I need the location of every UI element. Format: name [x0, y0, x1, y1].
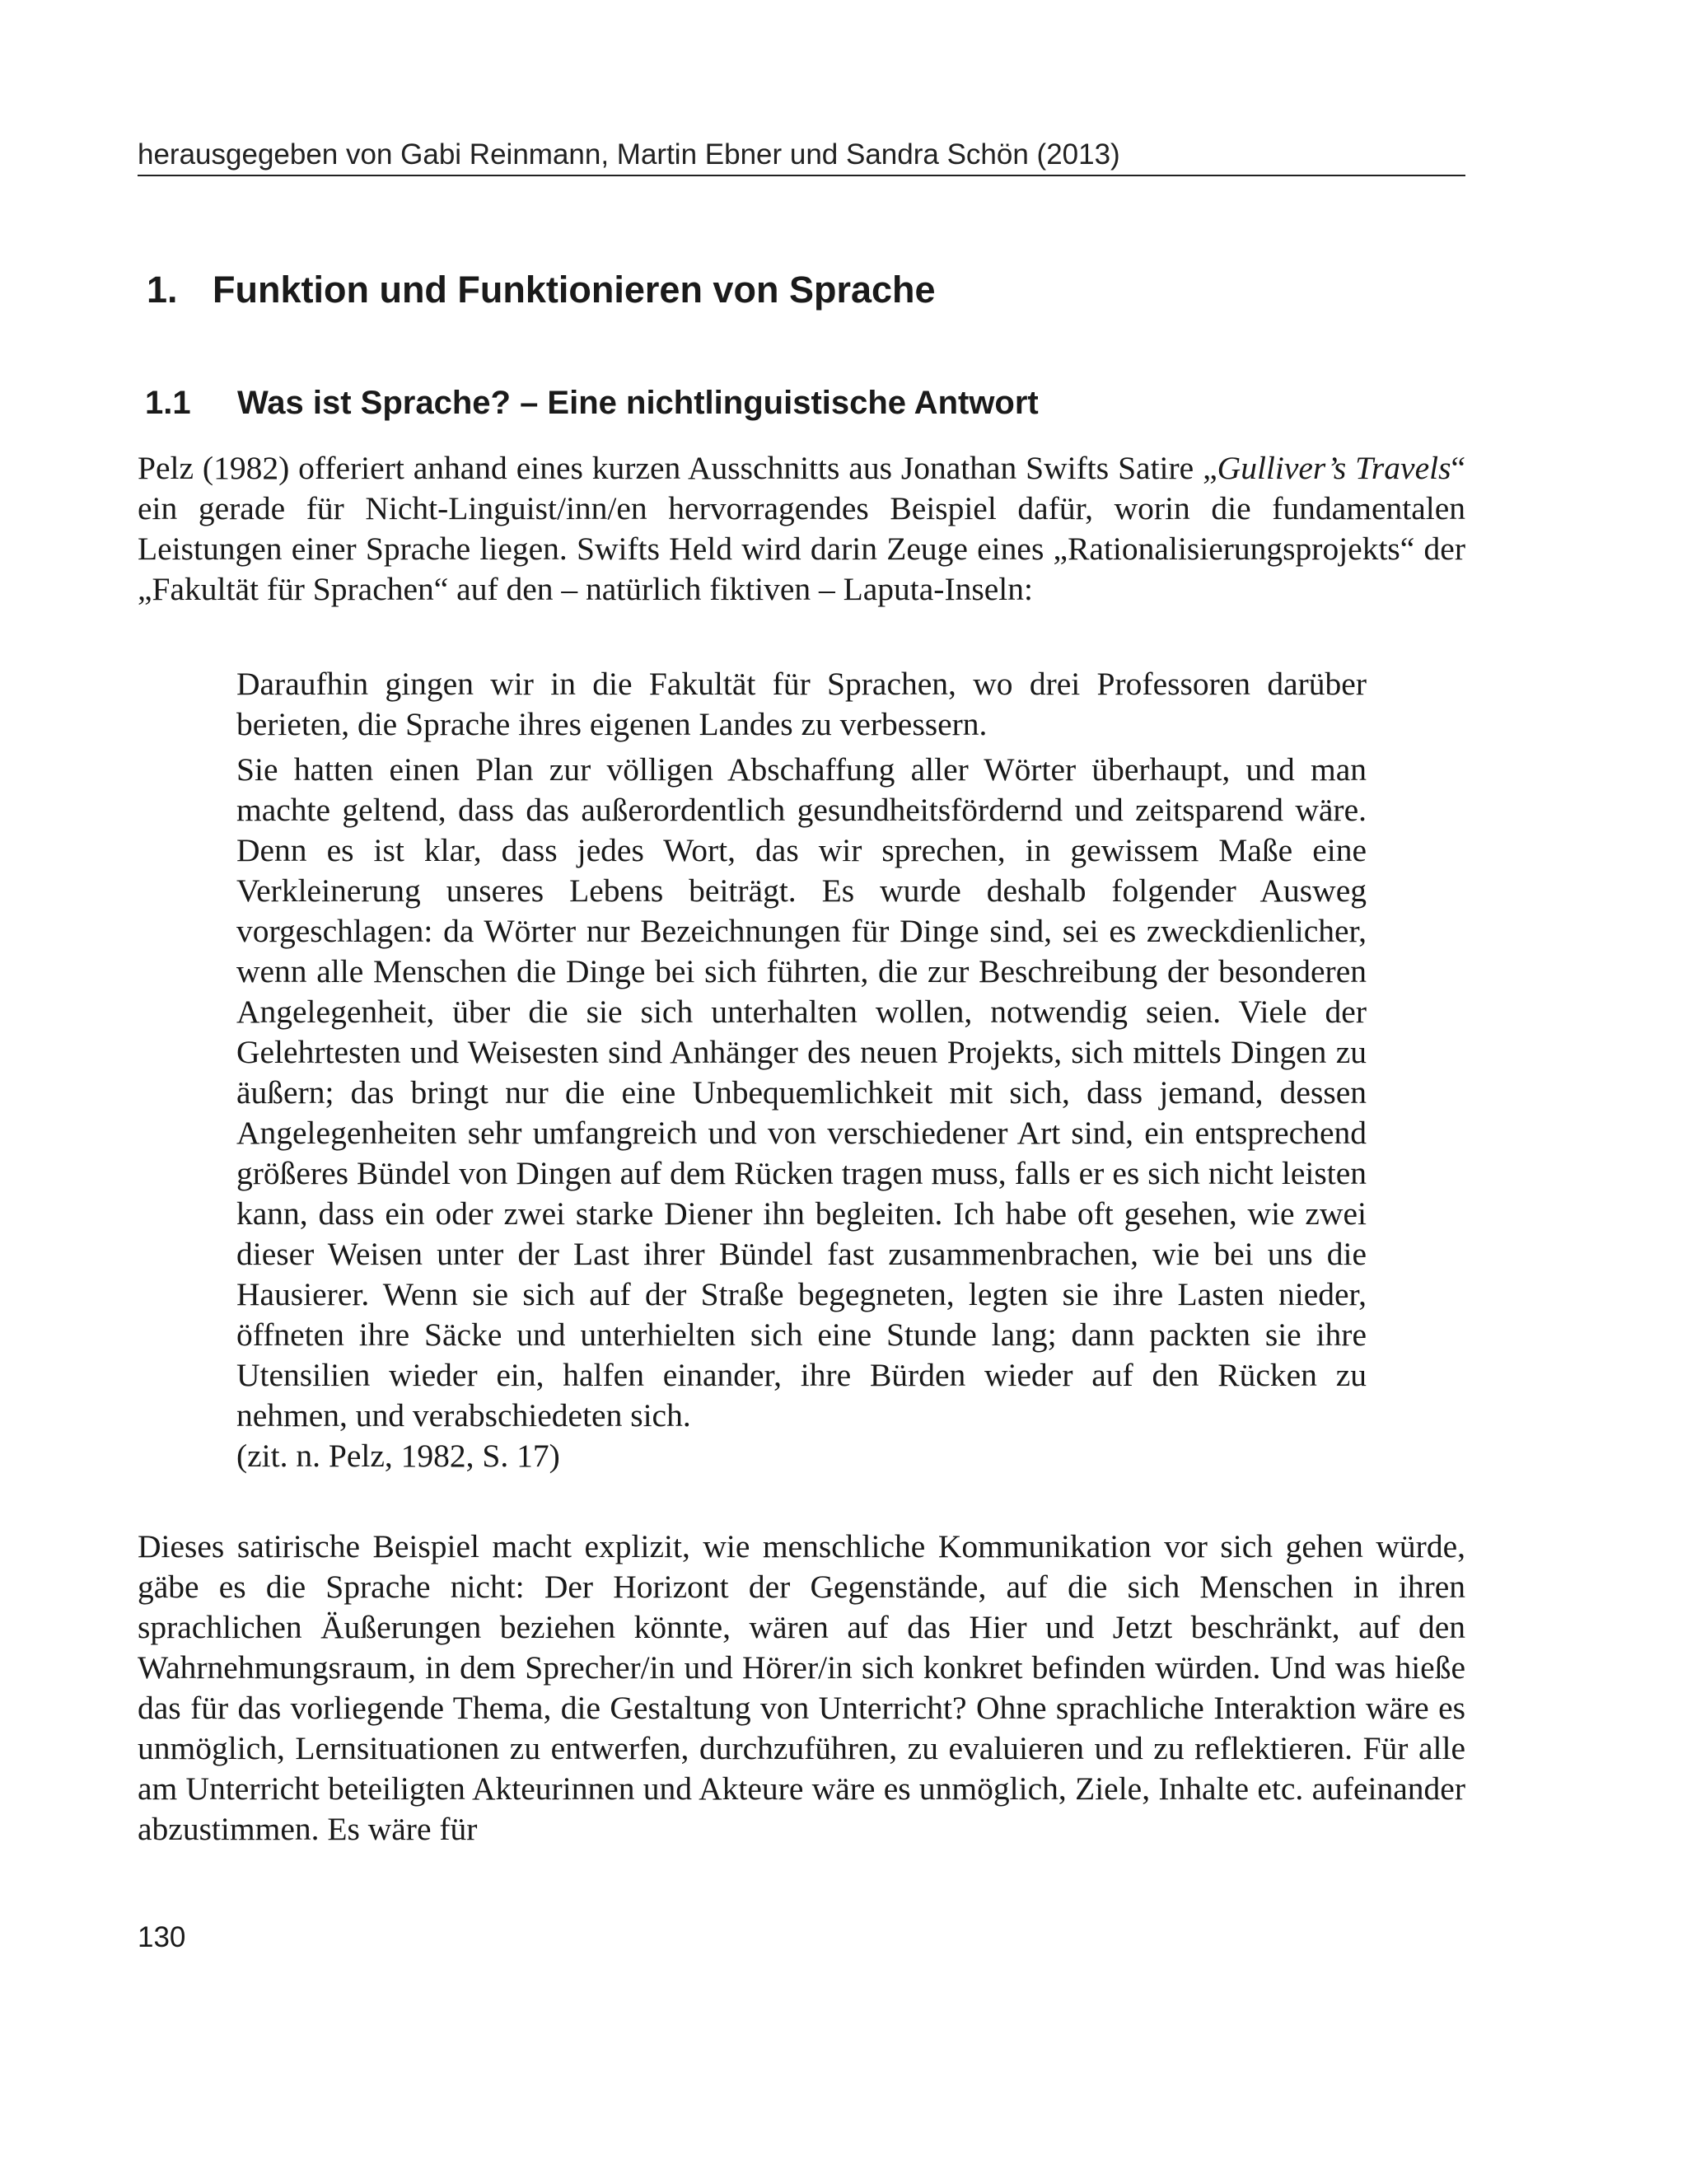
block-quote-paragraph-1: Daraufhin gingen wir in die Fakultät für Sprachen, wo drei Professoren darüber berieten, die Sprache ihres eigenen Landes zu verbessern. [236, 666, 1367, 742]
block-quote-paragraph-2 [236, 750, 1367, 1476]
subsection-number: 1.1 [145, 385, 191, 421]
subsection-heading [145, 381, 1446, 424]
intro-paragraph-part2: “ ein gerade für Nicht-Linguist/inn/en hervorragendes Beispiel dafür, worin die fundamentalen Leistungen einer Sprache liegen. Swifts Held wird darin Zeuge eines „Rationalisierungsprojekts“ der „Fakultät für Sprachen“ auf den – natürlich fiktiven – Laputa-Inseln: [138, 450, 1465, 607]
running-head: herausgegeben von Gabi Reinmann, Martin Ebner und Sandra Schön (2013) [138, 137, 1465, 176]
book-title-italic: Gulliver’s Travels [1217, 450, 1451, 486]
discussion-paragraph: Dieses satirische Beispiel macht explizit, wie menschliche Kommunikation vor sich gehen würde, gäbe es die Sprache nicht: Der Horizont der Gegenstände, auf die sich Menschen in ihren sprachlichen Äußerungen beziehen könnte, wären auf das Hier und Jetzt beschränkt, auf den Wahrnehmungsraum, in dem Sprecher/in und Hörer/in sich konkret befinden würden. Und was hieße das für das vorliegende Thema, die Gestaltung von Unterricht? Ohne sprachliche Interaktion wäre es unmöglich, Lernsituationen zu entwerfen, durchzuführen, zu evaluieren und zu reflektieren. Für alle am Unterricht beteiligten Akteurinnen und Akteure wäre es unmöglich, Ziele, Inhalte etc. aufeinander abzustimmen. Es wäre für [138, 1528, 1465, 1847]
intro-paragraph-part1: Pelz (1982) offeriert anhand eines kurzen Ausschnitts aus Jonathan Swifts Satire „ [138, 450, 1217, 486]
section-title: Funktion und Funktionieren von Sprache [213, 269, 936, 311]
section-number: 1. [147, 269, 178, 311]
intro-paragraph [138, 448, 1465, 610]
subsection-title: Was ist Sprache? – Eine nichtlinguistische Antwort [237, 385, 1039, 421]
block-quote-text: Sie hatten einen Plan zur völligen Abschaffung aller Wörter überhaupt, und man machte geltend, dass das außerordentlich gesundheitsfördernd und zeitsparend wäre. Denn es ist klar, dass jedes Wort, das wir sprechen, in gewissem Maße eine Verkleinerung unseres Lebens beiträgt. Es wurde deshalb folgender Ausweg vorgeschlagen: da Wörter nur Bezeichnungen für Dinge sind, sei es zweckdienlicher, wenn alle Menschen die Dinge bei sich führten, die zur Beschreibung der besonderen Angelegenheit, über die sie sich unterhalten wollen, notwendig seien. Viele der Gelehrtesten und Weisesten sind Anhänger des neuen Projekts, sich mittels Dingen zu äußern; das bringt nur die eine Unbequemlichkeit mit sich, dass jemand, dessen Angelegenheiten sehr umfangreich und von verschiedener Art sind, ein entsprechend größeres Bündel von Dingen auf dem Rücken tragen muss, falls er es sich nicht leisten kann, dass ein oder zwei starke Diener ihn begleiten. Ich habe oft gesehen, wie zwei dieser Weisen unter der Last ihrer Bündel fast zusammenbrachen, wie bei uns die Hausierer. Wenn sie sich auf der Straße begegneten, legten sie ihre Lasten nieder, öffneten ihre Säcke und unterhielten sich eine Stunde lang; dann packten sie ihre Utensilien wieder ein, halfen einander, ihre Bürden wieder auf den Rücken zu nehmen, und verabschiedeten sich. [236, 751, 1367, 1433]
section-heading [147, 267, 1448, 313]
quote-citation: (zit. n. Pelz, 1982, S. 17) [236, 1438, 560, 1474]
page-number: 130 [138, 1921, 186, 1953]
